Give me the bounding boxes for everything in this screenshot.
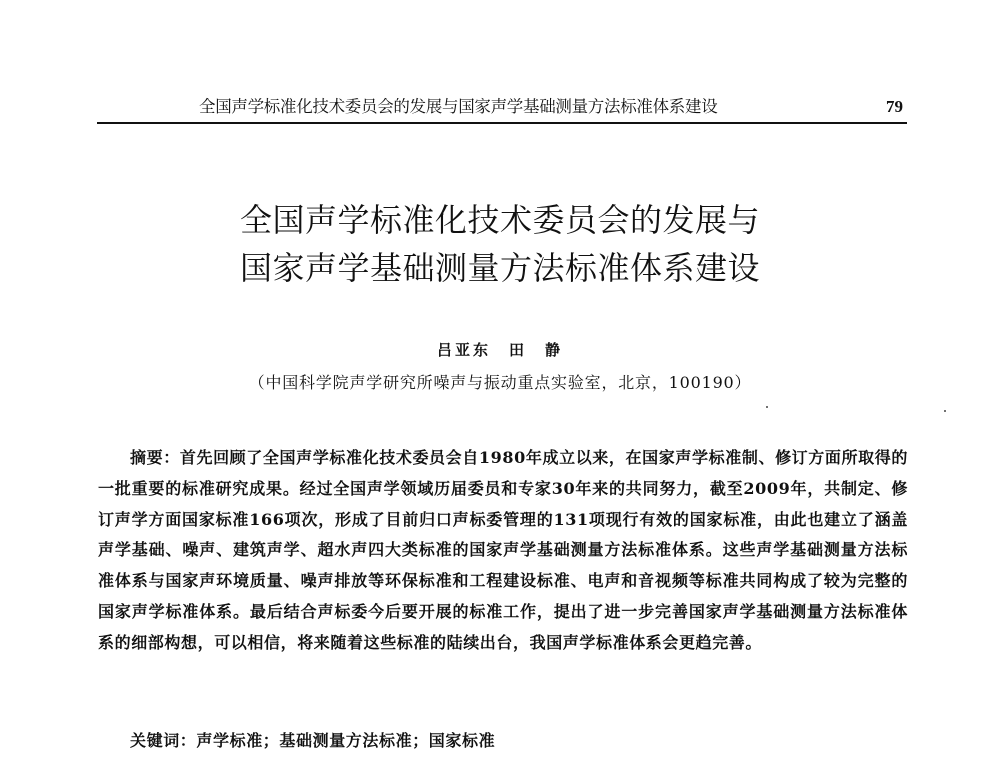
article-title (0, 196, 1000, 292)
keywords-text: 声学标准；基础测量方法标准；国家标准 (196, 731, 496, 750)
abstract-label: 摘要： (130, 448, 180, 467)
scan-speck (944, 410, 946, 412)
page-number: 79 (886, 97, 903, 116)
article-title-line-2: 国家声学基础测量方法标准体系建设 (239, 249, 760, 287)
running-header (97, 96, 907, 124)
article-title-line-1: 全国声学标准化技术委员会的发展与 (239, 201, 760, 239)
scan-speck (766, 406, 768, 408)
abstract-text: 首先回顾了全国声学标准化技术委员会自1980年成立以来，在国家声学标准制、修订方面所取得的一批重要的标准研究成果。经过全国声学领域历届委员和专家30年来的共同努力，截至2009年，共制定、修订声学方面国家标准166项次，形成了目前归口声标委管理的131项现行有效的国家标准，由此也建立了涵盖声学基础、噪声、建筑声学、超水声四大类标准的国家声学基础测量方法标准体系。这些声学基础测量方法标准体系与国家声环境质量、噪声排放等环保标准和工程建设标准、电声和音视频等标准共同构成了较为完整的国家声学标准体系。最后结合声标委今后要开展的标准工作，提出了进一步完善国家声学基础测量方法标准体系的细部构想，可以相信，将来随着这些标准的陆续出台，我国声学标准体系会更趋完善。 (98, 448, 908, 652)
running-title: 全国声学标准化技术委员会的发展与国家声学基础测量方法标准体系建设 (199, 97, 718, 116)
keywords (130, 728, 495, 754)
keywords-label: 关键词： (130, 731, 197, 750)
authors: 吕亚东 田 静 (436, 341, 563, 359)
abstract (98, 443, 908, 659)
affiliation: （中国科学院声学研究所噪声与振动重点实验室，北京，100190） (248, 373, 752, 392)
